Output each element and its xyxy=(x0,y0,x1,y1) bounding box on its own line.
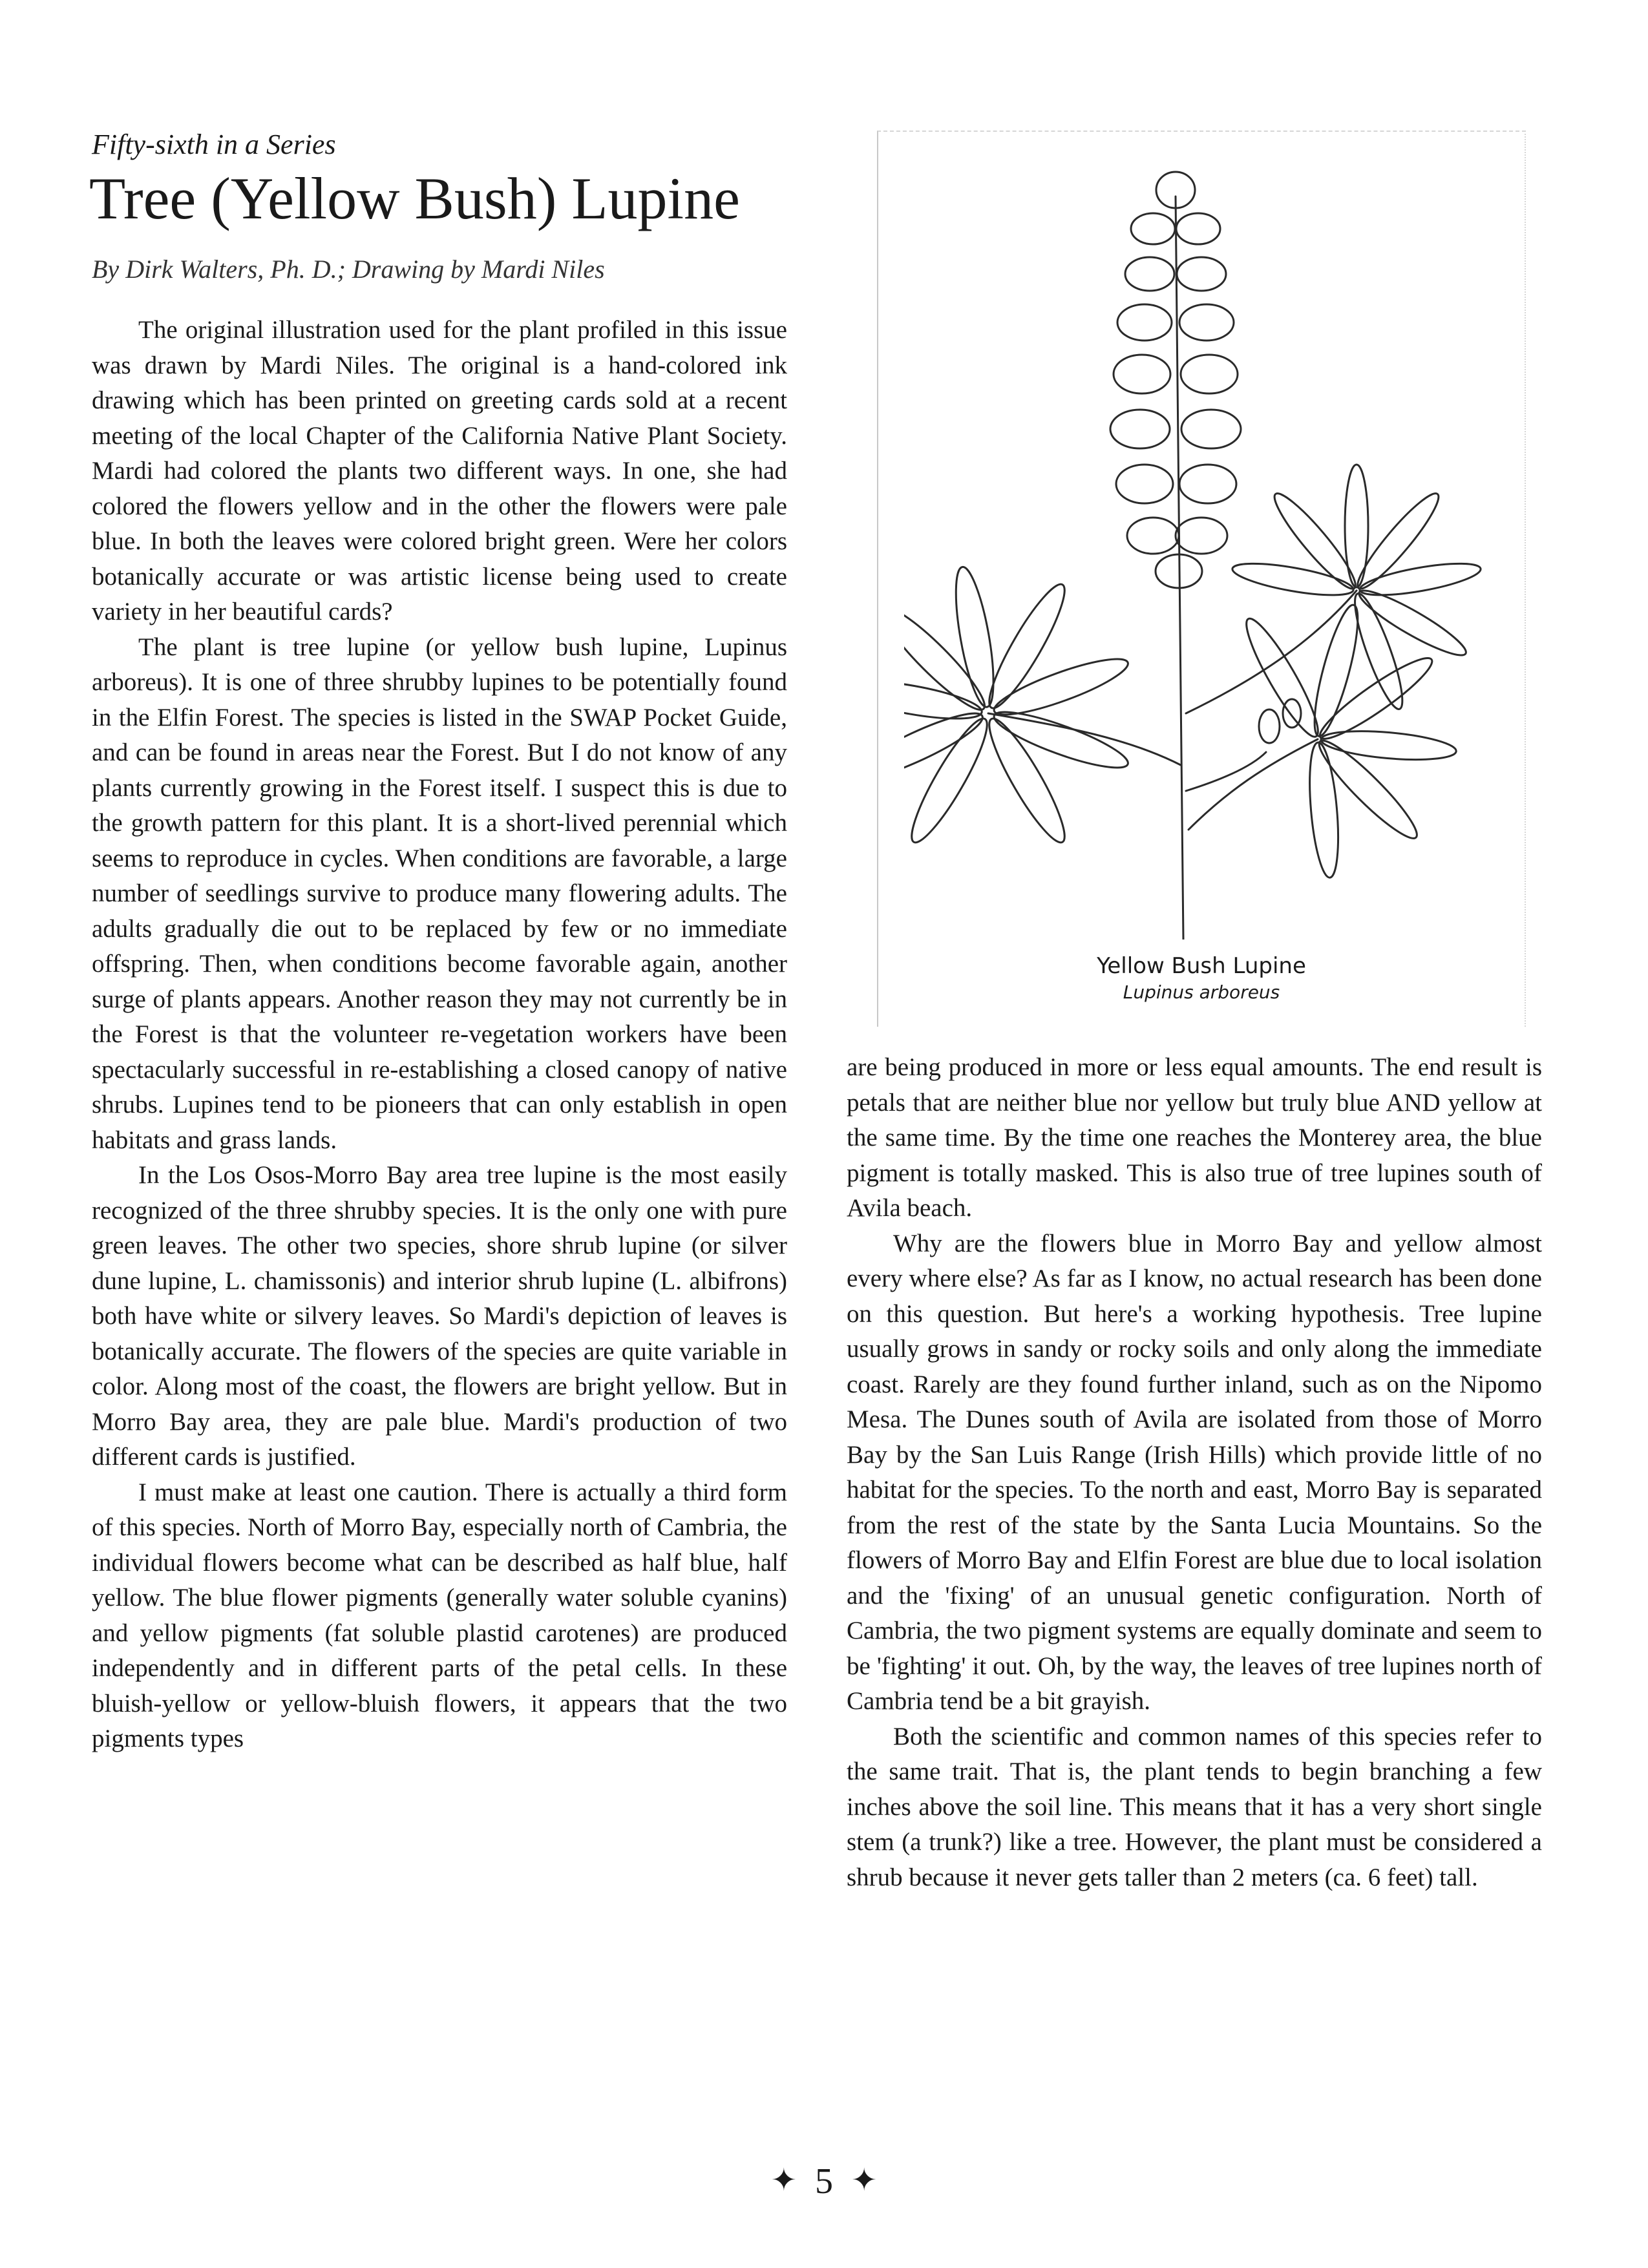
palmate-leaf-left xyxy=(904,565,1133,850)
paragraph: are being produced in more or less equal amounts. The end result is petals that are neither blue nor yellow but truly blue AND yellow at the same time. By the time one reaches the Monterey area, the blue pigment is totally masked. This is also true of tree lupines south of Avila beach. xyxy=(847,1053,1542,1222)
illustration-figure xyxy=(877,131,1526,1027)
paragraph: In the Los Osos-Morro Bay area tree lupine is the most easily recognized of the three shrubby species. It is the only one with pure green leaves. The other two species, shore shrub lupine (or silver dune lupine, L. chamissonis) and interior shrub lupine (L. albifrons) both have white or silvery leaves. So Mardi's depiction of leaves is botanically accurate. The flowers of the species are quite variable in color. Along most of the coast, the flowers are bright yellow. But in Morro Bay area, they are pale blue. Mardi's production of two different cards is justified. xyxy=(92,1161,787,1471)
star-ornament-icon: ✦ xyxy=(770,2163,797,2198)
palmate-leaf-right xyxy=(1231,465,1483,713)
side-branch xyxy=(1186,752,1266,791)
paragraph: Why are the flowers blue in Morro Bay and yellow almost every where else? As far as I know, no actual research has been done on this question. But here's a working hypothesis. Tree lupine usually grows in sandy or rocky soils and only along the immediate coast. Rarely are they found further inland, such as on the Nipomo Mesa. The Dunes south of Avila are isolated from those of Morro Bay by the San Luis Range (Irish Hills) which provide little of no habitat for the species. To the north and east, Morro Bay is separated from the rest of the state by the Santa Lucia Mountains. So the flowers of Morro Bay and Elfin Forest are blue due to local isolation and the 'fixing' of an unusual genetic configuration. North of Cambria, the two pigment systems are equally dominate and seem to be 'fighting' it out. Oh, by the way, the leaves of tree lupines north of Cambria tend be a bit grayish. xyxy=(847,1229,1542,1715)
page-number: 5 xyxy=(815,2161,833,2201)
paragraph: Both the scientific and common names of this species refer to the same trait. That is, the plant tends to begin branching a few inches above the soil line. This means that it has a very short single stem (a trunk?) like a tree. However, the plant must be considered a shrub because it never gets taller than 2 meters (ca. 6 feet) tall. xyxy=(847,1722,1542,1891)
article-body-right-column xyxy=(847,1050,1542,1895)
byline: By Dirk Walters, Ph. D.; Drawing by Mardi Niles xyxy=(92,255,605,284)
figure-caption-subtitle: Lupinus arboreus xyxy=(1123,982,1280,1003)
paragraph: The original illustration used for the plant profiled in this issue was drawn by Mardi Niles. The original is a hand-colored ink drawing which has been printed on greeting cards sold at a recent meeting of the local Chapter of the California Native Plant Society. Mardi had colored the plants two different ways. In one, she had colored the flowers yellow and in the other the flowers were pale blue. In both the leaves were colored bright green. Were her colors botanically accurate or was artistic license being used to create variety in her beautiful cards? xyxy=(92,316,787,625)
star-ornament-icon: ✦ xyxy=(851,2163,878,2198)
lupine-drawing xyxy=(904,145,1499,940)
page-footer xyxy=(711,2158,937,2204)
article-title: Tree (Yellow Bush) Lupine xyxy=(89,165,740,231)
main-stem xyxy=(1176,196,1183,940)
series-label: Fifty-sixth in a Series xyxy=(92,129,336,160)
paragraph: I must make at least one caution. There is actually a third form of this species. North of Morro Bay, especially north of Cambria, the individual flowers become what can be described as half blue, half yellow. The blue flower pigments (generally water soluble cyanins) and yellow pigments (fat soluble plastid carotenes) are produced independently and in different parts of the petal cells. In these bluish-yellow or yellow-bluish flowers, it appears that the two pigments types xyxy=(92,1478,787,1752)
figure-caption-title: Yellow Bush Lupine xyxy=(1097,953,1306,979)
article-body-left-column xyxy=(92,313,787,1757)
paragraph: The plant is tree lupine (or yellow bush lupine, Lupinus arboreus). It is one of three shrubby lupines to be potentially found in the Elfin Forest. The species is listed in the SWAP Pocket Guide, and can be found in areas near the Forest. But I do not know of any plants currently growing in the Forest itself. I suspect this is due to the growth pattern for this plant. It is a short-lived perennial which seems to reproduce in cycles. When conditions are favorable, a large number of seedlings survive to produce many flowering adults. The adults gradually die out to be replaced by few or no immediate offspring. Then, when conditions become favorable again, another surge of plants appears. Another reason they may not currently be in the Forest is that the volunteer re-vegetation workers have been spectacularly successful in re-establishing a closed canopy of native shrubs. Lupines tend to be pioneers that can only establish in open habitats and grass lands. xyxy=(92,633,787,1154)
